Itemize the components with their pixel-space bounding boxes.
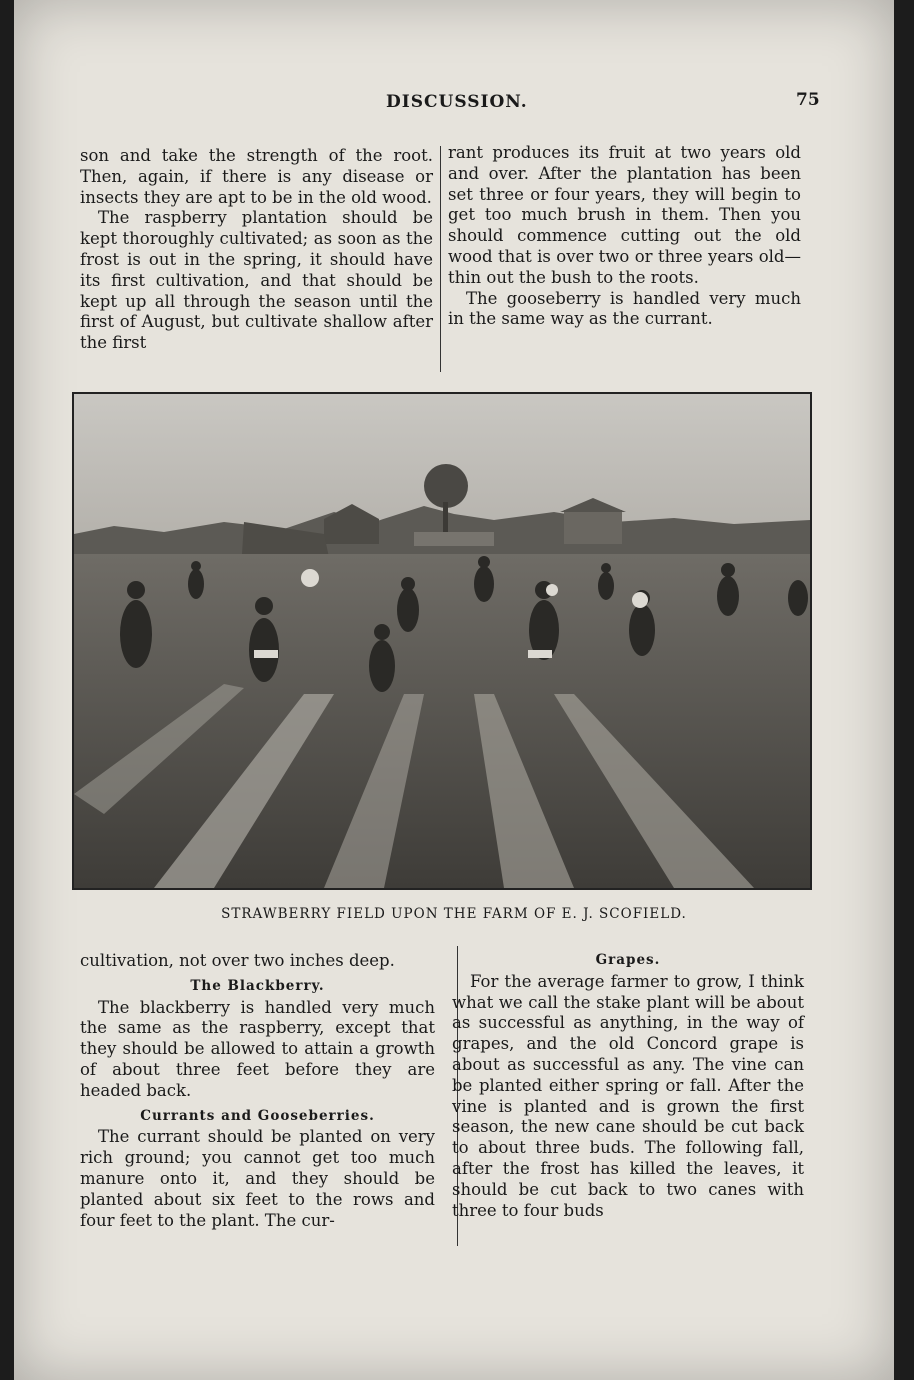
paragraph: The blackberry is handled very much the same as the raspberry, except that they should be allowed to attain a growth of about three feet before they are headed back.	[80, 997, 435, 1100]
top-left-column	[80, 146, 433, 354]
bottom-right-column	[452, 950, 804, 1221]
paragraph: son and take the strength of the root. Then, again, if there is any disease or insects they are apt to be in the old wood.	[80, 146, 433, 207]
section-heading: Grapes.	[595, 952, 661, 968]
section-heading: The Blackberry.	[190, 977, 325, 994]
paragraph: The gooseberry is handled very much in the same way as the currant.	[448, 288, 801, 329]
bottom-left-column	[80, 951, 435, 1231]
figure-caption: STRAWBERRY FIELD UPON THE FARM OF E. J. SCOFIELD.	[221, 906, 687, 922]
paragraph: The currant should be planted on very rich ground; you cannot get too much manure onto it, and they should be planted about six feet to the rows and four feet to the plant. The cur-	[80, 1127, 435, 1230]
strawberry-field-photo	[72, 392, 812, 890]
book-page	[14, 0, 894, 1380]
paragraph: rant produces its fruit at two years old and over. After the plantation has been set three or four years, they will begin to get too much brush in them. Then you should commence cutting out the old wood that is over two or three years old—thin out the bush to the roots.	[448, 143, 801, 287]
paragraph: For the average farmer to grow, I think what we call the stake plant will be about as successful as anything, in the way of grapes, and the old Concord grape is about as successful as any. The vine can be planted either spring or fall. After the vine is planted and is grown the first season, the new cane should be cut back to about three buds. The following fall, after the frost has killed the leaves, it should be cut back to two canes with three to four buds	[452, 971, 804, 1220]
page-number: 75	[796, 90, 820, 110]
paragraph: The raspberry plantation should be kept thoroughly cultivated; as soon as the frost is out in the spring, it should have its first cultivation, and that should be kept up all through the season until the first of August, but cultivate shallow after the first	[80, 208, 433, 353]
section-heading: Currants and Gooseberries.	[140, 1107, 375, 1124]
top-right-column	[448, 143, 801, 330]
column-divider	[440, 146, 441, 372]
paragraph: cultivation, not over two inches deep.	[80, 951, 395, 970]
running-header: DISCUSSION.	[386, 92, 528, 112]
